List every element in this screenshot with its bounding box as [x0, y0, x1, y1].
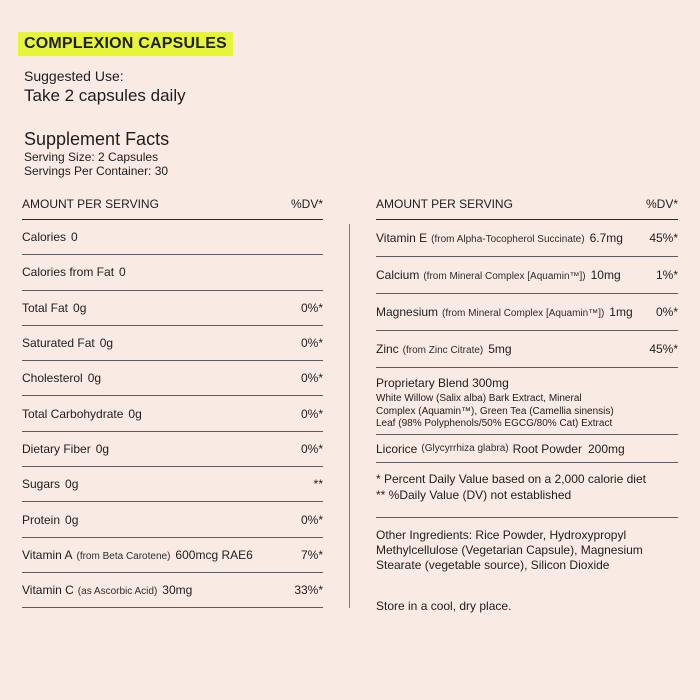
nutrient-source: (from Alpha-Tocopherol Succinate)	[431, 234, 585, 245]
nutrient-row	[22, 467, 323, 502]
nutrient-dv: 45%*	[649, 231, 678, 245]
nutrient-source: (from Mineral Complex [Aquamin™])	[423, 271, 586, 282]
nutrient-amount: 30mg	[162, 583, 193, 598]
nutrient-source: (as Ascorbic Acid)	[77, 586, 158, 598]
dv-header: %DV*	[645, 197, 678, 211]
nutrient-amount: 0	[71, 230, 78, 245]
nutrient-name: Vitamin E	[376, 231, 428, 245]
other-ingredients	[376, 517, 678, 573]
nutrient-dv: 1%*	[655, 268, 678, 282]
nutrient-name: Zinc	[376, 342, 399, 356]
nutrient-amount: 0g	[128, 406, 142, 421]
blend-ingredients: White Willow (Salix alba) Bark Extract, Mineral Complex (Aquamin™), Green Tea (Camellia sinensis) Leaf (98% Polyphenols/50% EGCG/80% Cat) Extract	[376, 393, 614, 429]
nutrient-amount: 600mcg RAE6	[175, 547, 253, 562]
nutrient-dv: **	[313, 477, 323, 492]
licorice-amount: 200mg	[587, 441, 625, 456]
serving-size: Serving Size: 2 Capsules	[24, 150, 159, 164]
nutrient-row	[376, 294, 678, 331]
nutrient-name: Sugars	[22, 477, 61, 492]
blend-name: Proprietary Blend	[376, 376, 469, 390]
supplement-facts-title: Supplement Facts	[24, 129, 170, 149]
nutrient-dv: 0%*	[655, 305, 678, 319]
suggested-use-value: Take 2 capsules daily	[24, 86, 186, 105]
nutrient-amount: 0g	[99, 336, 114, 351]
nutrient-dv: 0%*	[300, 300, 323, 315]
nutrient-row	[376, 220, 678, 257]
right-facts-table	[376, 190, 678, 613]
nutrient-source: (from Mineral Complex [Aquamin™])	[442, 308, 605, 319]
nutrient-dv: 0%*	[300, 371, 323, 386]
nutrient-source: (from Beta Carotene)	[76, 550, 171, 562]
nutrient-dv: 0%*	[300, 336, 323, 351]
nutrient-dv: 45%*	[649, 342, 678, 356]
nutrient-row	[22, 291, 323, 326]
nutrient-row	[376, 257, 678, 294]
suggested-use-label: Suggested Use:	[24, 68, 124, 84]
licorice-name: Licorice	[376, 441, 418, 456]
product-title: COMPLEXION CAPSULES	[18, 32, 233, 56]
nutrient-row	[22, 432, 323, 467]
nutrient-name: Total Carbohydrate	[22, 406, 124, 421]
nutrient-row	[22, 255, 323, 290]
servings-per-container: Servings Per Container: 30	[24, 164, 169, 178]
nutrient-name: Protein	[22, 512, 61, 527]
nutrient-amount: 0g	[87, 371, 102, 386]
nutrient-name: Calories	[22, 230, 67, 245]
nutrient-dv: 0%*	[300, 406, 323, 421]
licorice-part: Root Powder	[512, 441, 582, 456]
nutrient-name: Calories from Fat	[22, 265, 115, 280]
nutrient-amount: 1mg	[609, 305, 633, 319]
nutrient-name: Magnesium	[376, 305, 439, 319]
dv-header: %DV*	[290, 197, 323, 211]
nutrient-dv: 33%*	[294, 583, 323, 598]
nutrient-name: Dietary Fiber	[22, 441, 91, 456]
nutrient-name: Cholesterol	[22, 371, 83, 386]
licorice-row	[376, 435, 678, 463]
nutrient-amount: 0g	[73, 300, 87, 315]
amount-per-serving-header: AMOUNT PER SERVING	[22, 197, 159, 211]
left-table-header	[22, 190, 323, 220]
nutrient-dv: 7%*	[300, 547, 323, 562]
nutrient-amount: 10mg	[590, 268, 621, 282]
amount-per-serving-header: AMOUNT PER SERVING	[376, 197, 513, 211]
nutrient-row	[22, 538, 323, 573]
nutrient-row	[22, 326, 323, 361]
nutrient-name: Total Fat	[22, 300, 69, 315]
nutrient-row	[22, 502, 323, 537]
other-ingredients-value: Rice Powder, Hydroxypropyl Methylcellulose (Vegetarian Capsule), Magnesium Stearate (vegetable source), Silicon Dioxide	[376, 528, 643, 572]
nutrient-amount: 0	[119, 265, 126, 280]
nutrient-name: Calcium	[376, 268, 420, 282]
other-ingredients-label: Other Ingredients:	[376, 528, 473, 542]
nutrient-amount: 0g	[65, 512, 79, 527]
right-table-header	[376, 190, 678, 220]
nutrient-row	[22, 361, 323, 396]
footnote-dv: * Percent Daily Value based on a 2,000 calorie diet	[376, 472, 646, 486]
nutrient-dv: 0%*	[300, 512, 323, 527]
nutrient-dv: 0%*	[300, 441, 323, 456]
nutrient-source: (from Zinc Citrate)	[402, 345, 484, 356]
column-divider	[349, 224, 350, 608]
nutrient-amount: 6.7mg	[589, 231, 623, 245]
nutrient-row	[22, 396, 323, 431]
footnote-not-established: ** %Daily Value (DV) not established	[376, 488, 572, 502]
footnotes	[376, 471, 678, 503]
proprietary-blend	[376, 368, 678, 435]
nutrient-name: Saturated Fat	[22, 336, 95, 351]
nutrient-amount: 5mg	[488, 342, 512, 356]
nutrient-amount: 0g	[95, 441, 110, 456]
nutrient-name: Vitamin C	[22, 583, 74, 598]
licorice-source: (Glycyrrhiza glabra)	[421, 443, 509, 454]
blend-amount: 300mg	[472, 376, 509, 390]
nutrient-row	[22, 573, 323, 608]
nutrient-row	[22, 220, 323, 255]
left-facts-table	[22, 190, 323, 608]
storage-instructions: Store in a cool, dry place.	[376, 599, 512, 613]
nutrient-name: Vitamin A	[22, 547, 73, 562]
nutrient-row	[376, 331, 678, 368]
nutrient-amount: 0g	[65, 477, 79, 492]
